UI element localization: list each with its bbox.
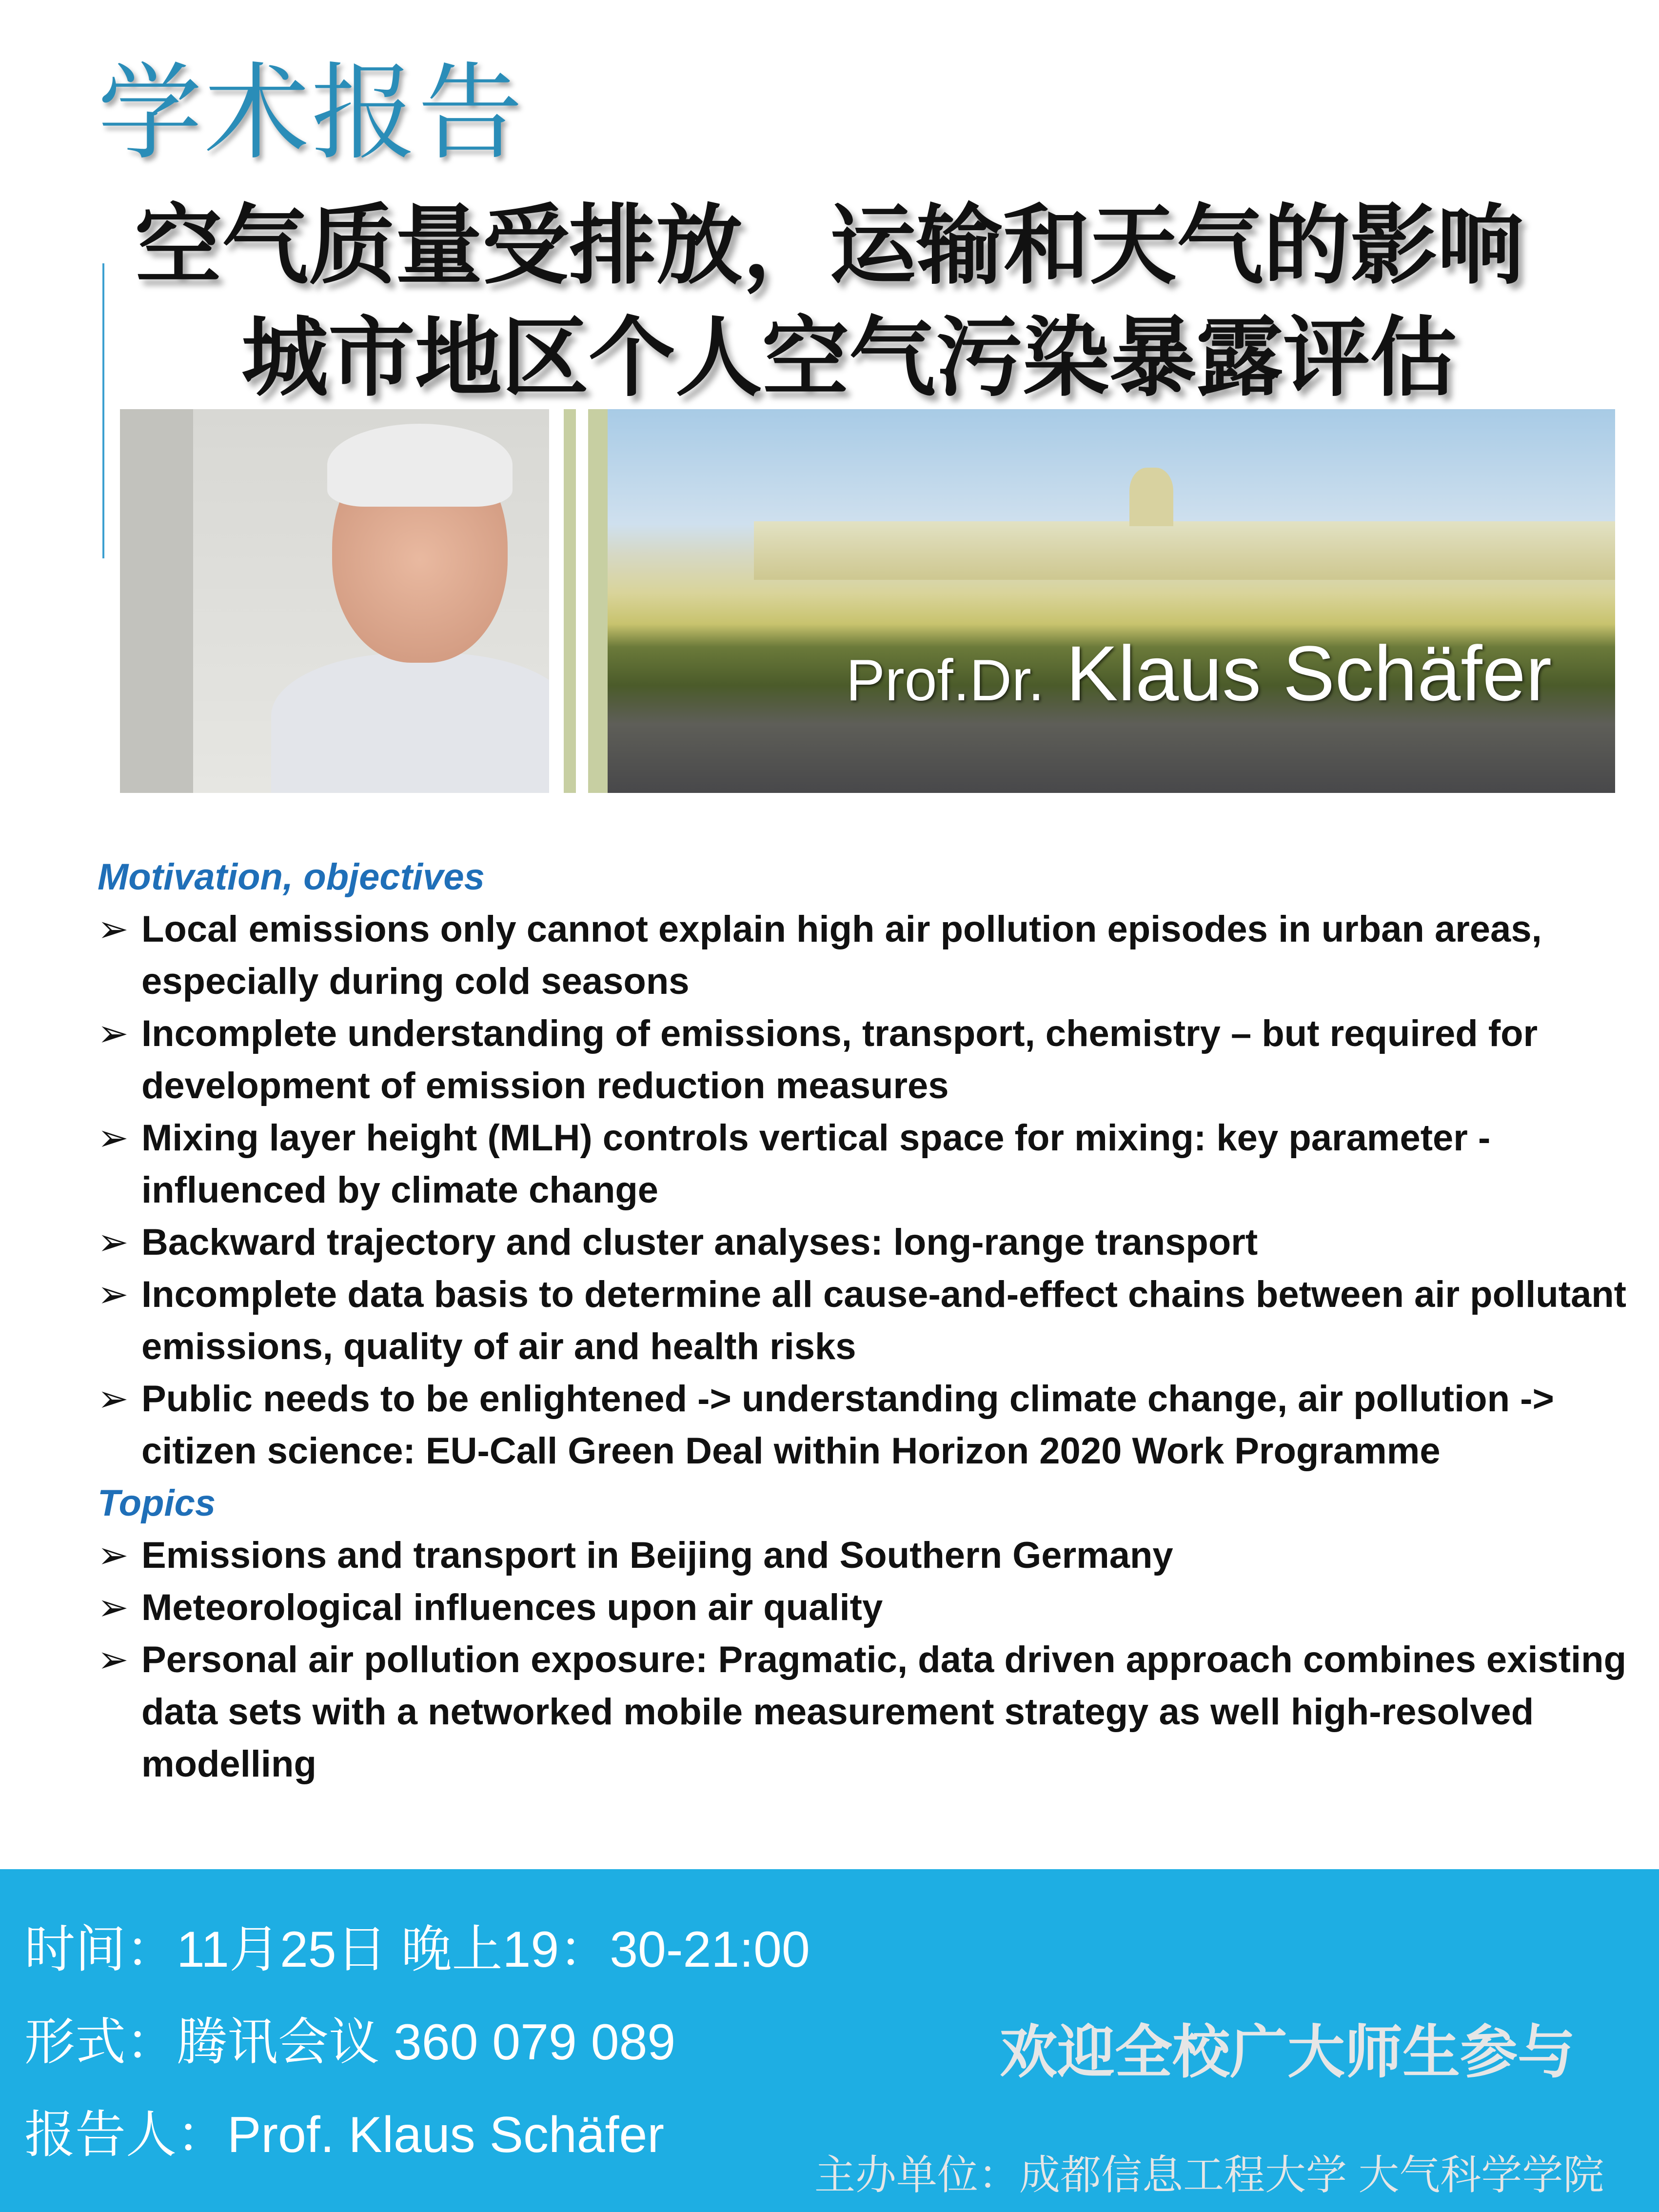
time-info: 时间：11月25日 晚上19：30-21:00 — [24, 1921, 810, 1978]
palace-tower — [1129, 468, 1173, 526]
bullet-text: Public needs to be enlightened -> understanding climate change, air pollution -> citizen science: EU-Call Green Deal within Horizon 2020 Work Programme — [141, 1378, 1554, 1472]
arrow-bullet-icon: ➢ — [98, 908, 129, 950]
bullet-item — [98, 1634, 1634, 1790]
bullet-text: Local emissions only cannot explain high air pollution episodes in urban areas, especially during cold seasons — [141, 908, 1542, 1002]
bullet-text: Incomplete understanding of emissions, transport, chemistry – but required for development of emission reduction measures — [141, 1013, 1538, 1106]
title-line-2: 城市地区个人空气污染暴露评估 — [241, 309, 1457, 406]
caption-prefix: Prof.Dr. — [846, 648, 1045, 713]
arrow-bullet-icon: ➢ — [98, 1639, 129, 1680]
title-line-1: 空气质量受排放，运输和天气的影响 — [135, 197, 1524, 294]
stripe — [588, 409, 608, 793]
divider-line — [102, 263, 104, 558]
arrow-bullet-icon: ➢ — [98, 1013, 129, 1054]
caption-name: Klaus Schäfer — [1066, 630, 1552, 717]
arrow-bullet-icon: ➢ — [98, 1222, 129, 1263]
bullet-text: Mixing layer height (MLH) controls vertical space for mixing: key parameter - influenced by climate change — [141, 1117, 1491, 1211]
bullet-item — [98, 1268, 1634, 1373]
speaker-caption — [846, 629, 1552, 718]
poster-heading: 学术报告 — [98, 54, 525, 172]
stripe — [549, 409, 564, 793]
portrait-panel — [120, 409, 549, 793]
speaker-banner — [120, 409, 1615, 793]
host-organization: 主办单位：成都信息工程大学 大气科学学院 — [814, 2152, 1604, 2198]
bullet-item — [98, 903, 1634, 1007]
portrait-hair — [327, 424, 513, 507]
abstract-content — [98, 851, 1634, 1790]
stripe — [576, 409, 588, 793]
palace-photo — [608, 409, 1615, 793]
bullet-item — [98, 1112, 1634, 1216]
section-title: Topics — [98, 1482, 216, 1524]
meeting-info: 形式：腾讯会议 360 079 089 — [24, 2014, 676, 2071]
arrow-bullet-icon: ➢ — [98, 1117, 129, 1159]
arrow-bullet-icon: ➢ — [98, 1378, 129, 1420]
speaker-info: 报告人：Prof. Klaus Schäfer — [24, 2107, 664, 2163]
bullet-text: Emissions and transport in Beijing and Southern Germany — [141, 1535, 1173, 1576]
portrait-shoulders — [271, 653, 573, 793]
arrow-bullet-icon: ➢ — [98, 1587, 129, 1628]
bullet-text: Personal air pollution exposure: Pragmatic, data driven approach combines existing data sets with a networked mobile measurement strategy as well high-resolved modelling — [141, 1639, 1627, 1785]
stripe — [564, 409, 576, 793]
portrait-photo — [193, 409, 549, 793]
bullet-item — [98, 1581, 1634, 1634]
arrow-bullet-icon: ➢ — [98, 1535, 129, 1576]
bullet-text: Incomplete data basis to determine all cause-and-effect chains between air pollutant emissions, quality of air and health risks — [141, 1274, 1626, 1367]
bullet-item — [98, 1007, 1634, 1112]
arrow-bullet-icon: ➢ — [98, 1274, 129, 1315]
bullet-text: Backward trajectory and cluster analyses: long-range transport — [141, 1222, 1258, 1263]
bullet-text: Meteorological influences upon air quality — [141, 1587, 883, 1628]
welcome-text: 欢迎全校广大师生参与 — [1000, 2020, 1576, 2085]
palace-building — [754, 521, 1615, 580]
bullet-item — [98, 1529, 1634, 1581]
bullet-item — [98, 1216, 1634, 1268]
bullet-item — [98, 1373, 1634, 1477]
footer-info — [0, 1869, 1659, 2212]
section-title: Motivation, objectives — [98, 856, 485, 898]
